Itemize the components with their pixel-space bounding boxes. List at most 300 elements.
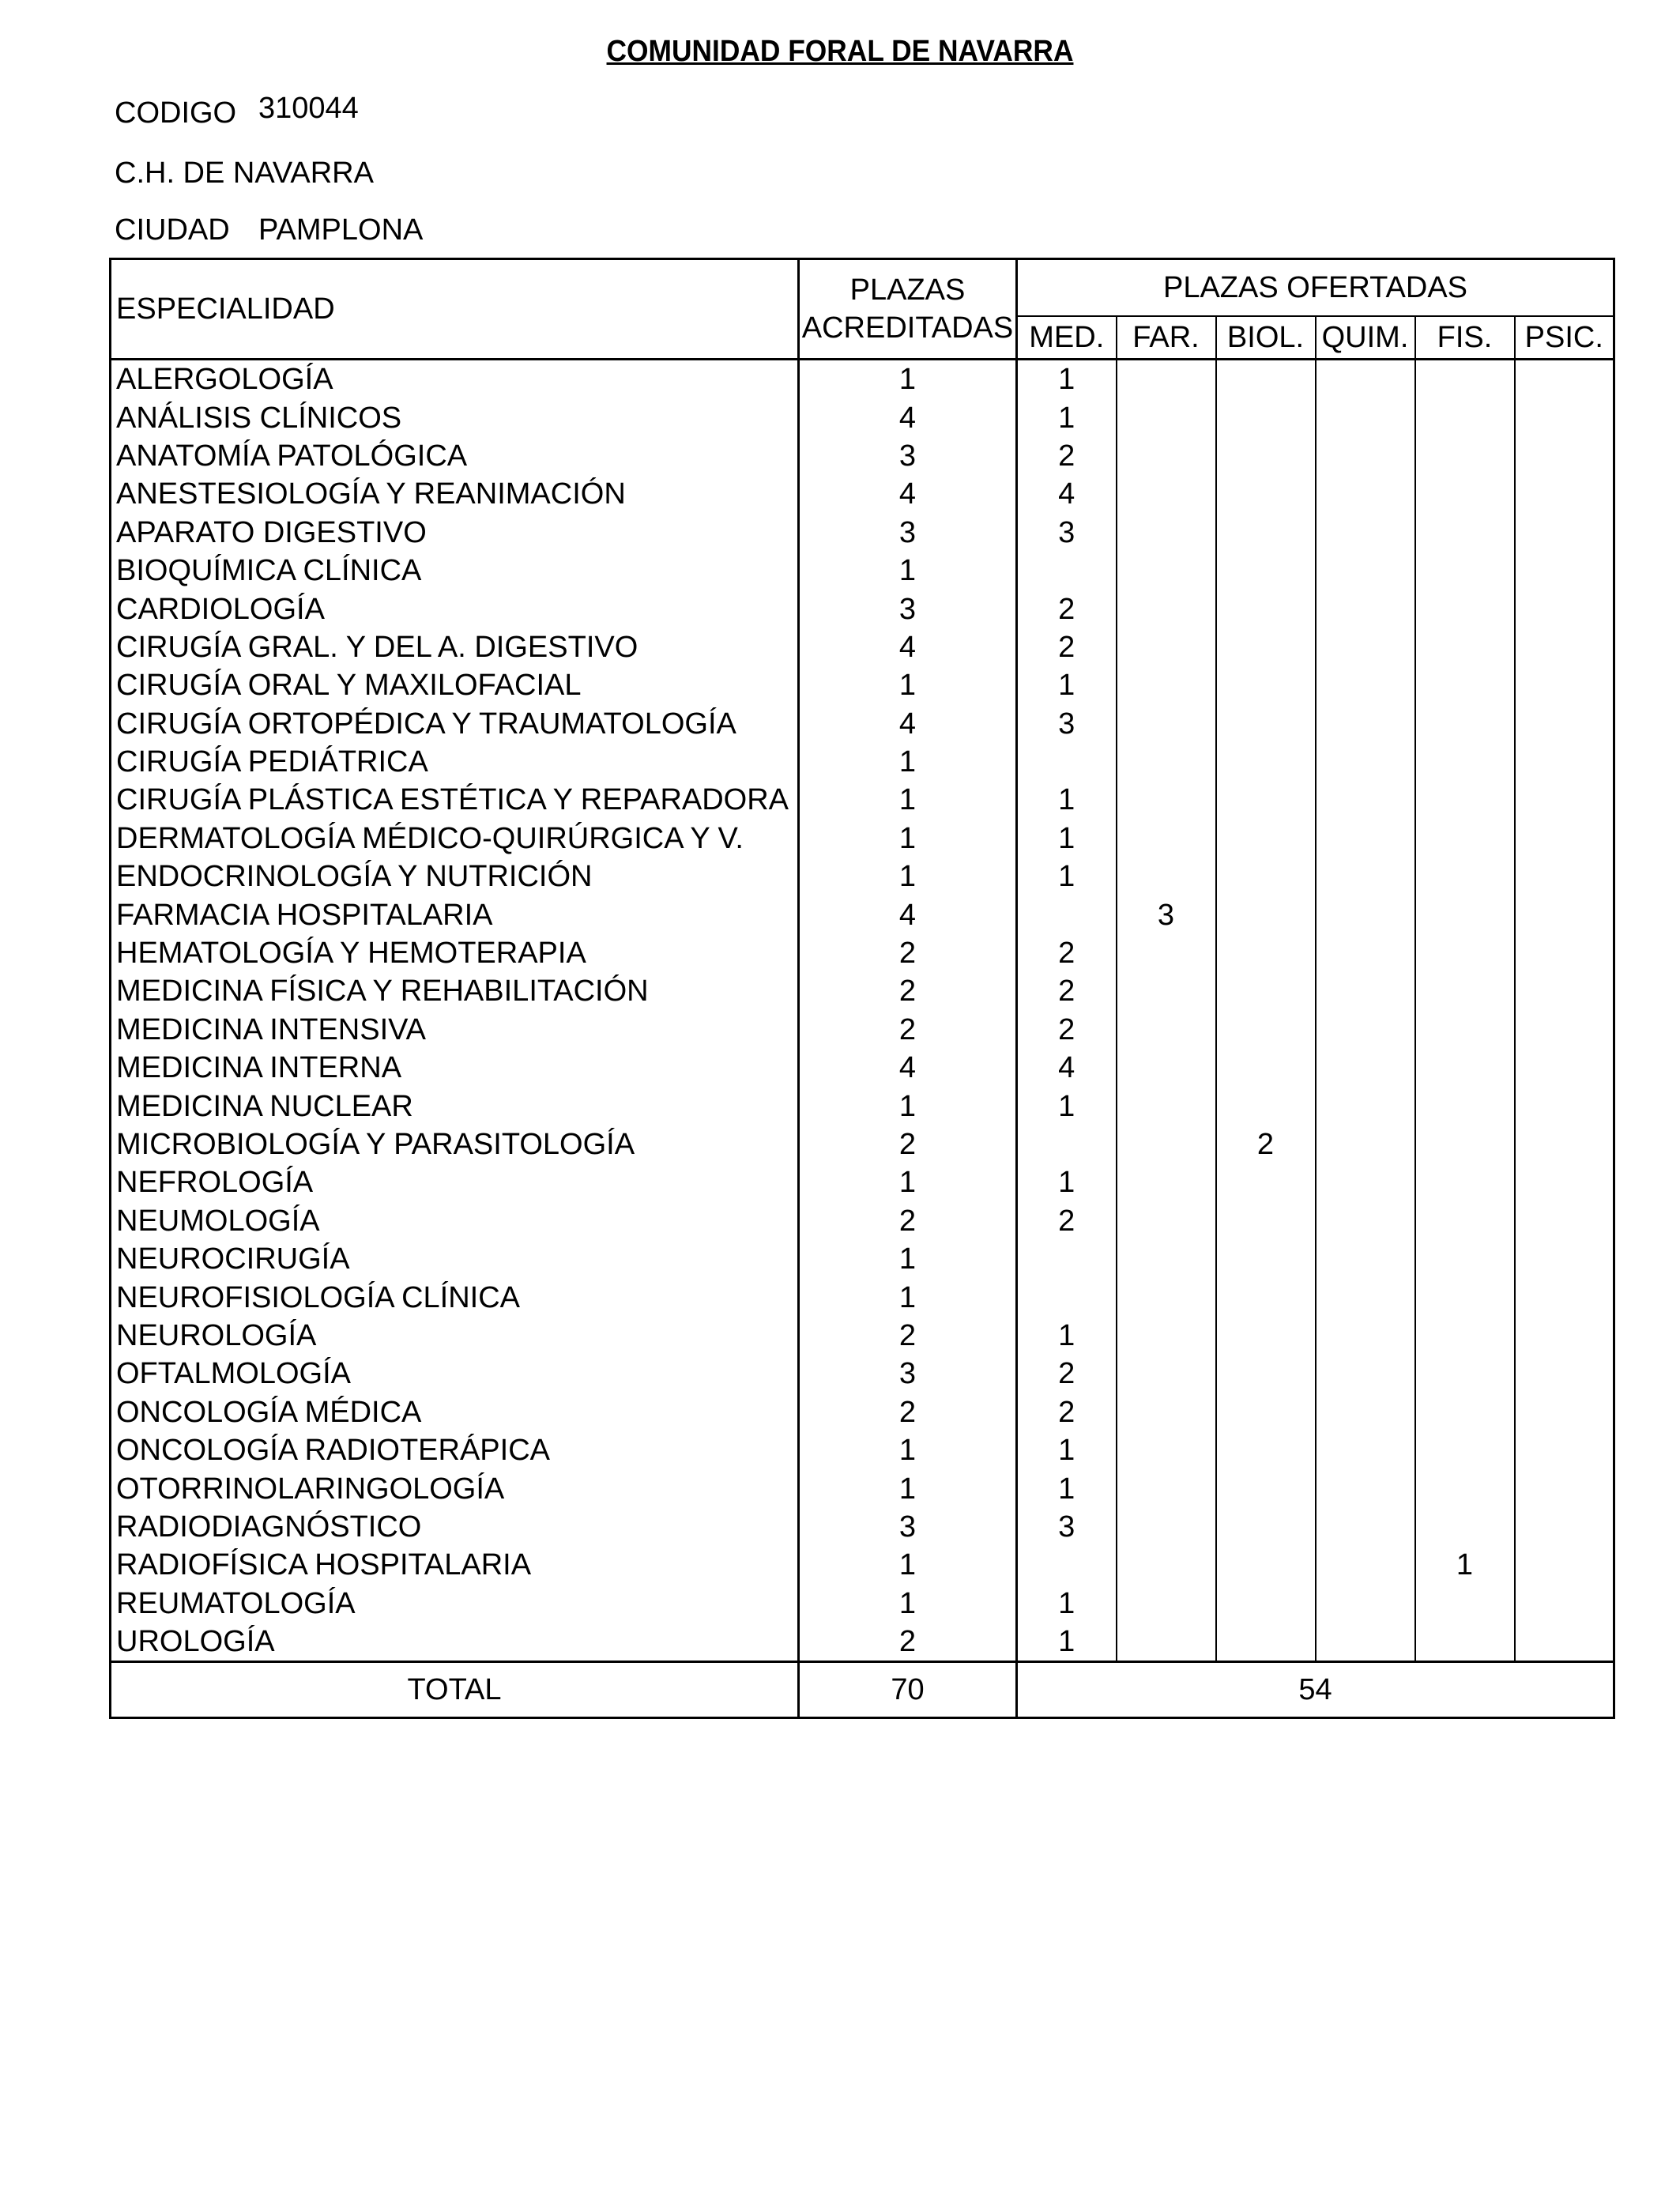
cell-psic (1515, 895, 1614, 933)
cell-quim (1316, 1049, 1415, 1087)
total-ofertadas: 54 (1017, 1662, 1614, 1718)
cell-far (1117, 552, 1216, 590)
cell-acreditadas: 2 (799, 934, 1017, 972)
cell-far (1117, 1240, 1216, 1278)
cell-especialidad: ANÁLISIS CLÍNICOS (111, 398, 799, 436)
cell-fis (1415, 398, 1515, 436)
cell-quim (1316, 1240, 1415, 1278)
cell-acreditadas: 1 (799, 743, 1017, 781)
cell-especialidad: MEDICINA INTENSIVA (111, 1011, 799, 1049)
cell-fis (1415, 1508, 1515, 1546)
cell-especialidad: NEUMOLOGÍA (111, 1202, 799, 1240)
cell-psic (1515, 1585, 1614, 1623)
cell-med: 1 (1017, 398, 1117, 436)
cell-especialidad: UROLOGÍA (111, 1623, 799, 1662)
cell-fis (1415, 1393, 1515, 1431)
cell-psic (1515, 1623, 1614, 1662)
cell-far (1117, 1049, 1216, 1087)
cell-acreditadas: 2 (799, 972, 1017, 1010)
subheader-biol: BIOL. (1216, 316, 1316, 360)
cell-especialidad: MICROBIOLOGÍA Y PARASITOLOGÍA (111, 1125, 799, 1163)
cell-far (1117, 1585, 1216, 1623)
subheader-far: FAR. (1117, 316, 1216, 360)
cell-med: 3 (1017, 1508, 1117, 1546)
table-row (111, 398, 1614, 436)
table-row (111, 1049, 1614, 1087)
total-label: TOTAL (111, 1662, 799, 1718)
cell-acreditadas: 4 (799, 628, 1017, 666)
cell-med: 2 (1017, 1011, 1117, 1049)
cell-med: 4 (1017, 1049, 1117, 1087)
cell-fis: 1 (1415, 1546, 1515, 1584)
cell-biol (1216, 1202, 1316, 1240)
cell-acreditadas: 2 (799, 1317, 1017, 1355)
cell-quim (1316, 858, 1415, 895)
cell-acreditadas: 1 (799, 666, 1017, 704)
cell-especialidad: ONCOLOGÍA MÉDICA (111, 1393, 799, 1431)
cell-med (1017, 1125, 1117, 1163)
cell-med: 1 (1017, 1163, 1117, 1201)
cell-quim (1316, 398, 1415, 436)
cell-psic (1515, 1469, 1614, 1507)
cell-biol (1216, 895, 1316, 933)
cell-acreditadas: 1 (799, 360, 1017, 399)
cell-especialidad: OTORRINOLARINGOLOGÍA (111, 1469, 799, 1507)
cell-biol (1216, 934, 1316, 972)
table-row (111, 1355, 1614, 1393)
cell-quim (1316, 1393, 1415, 1431)
cell-acreditadas: 2 (799, 1393, 1017, 1431)
cell-biol (1216, 666, 1316, 704)
cell-far (1117, 360, 1216, 399)
cell-biol (1216, 705, 1316, 743)
cell-biol (1216, 437, 1316, 475)
cell-biol (1216, 475, 1316, 513)
cell-psic (1515, 934, 1614, 972)
codigo-row (115, 92, 359, 130)
cell-fis (1415, 705, 1515, 743)
cell-biol (1216, 743, 1316, 781)
cell-especialidad: CIRUGÍA PLÁSTICA ESTÉTICA Y REPARADORA (111, 781, 799, 819)
cell-quim (1316, 1431, 1415, 1469)
cell-fis (1415, 666, 1515, 704)
cell-biol (1216, 398, 1316, 436)
cell-far (1117, 628, 1216, 666)
cell-acreditadas: 1 (799, 1546, 1017, 1584)
cell-especialidad: ONCOLOGÍA RADIOTERÁPICA (111, 1431, 799, 1469)
table-row (111, 743, 1614, 781)
total-acreditadas: 70 (799, 1662, 1017, 1718)
cell-psic (1515, 1393, 1614, 1431)
subheader-quim: QUIM. (1316, 316, 1415, 360)
plazas-table (109, 258, 1615, 1719)
cell-fis (1415, 1355, 1515, 1393)
cell-especialidad: APARATO DIGESTIVO (111, 514, 799, 552)
cell-med: 2 (1017, 1393, 1117, 1431)
cell-fis (1415, 1317, 1515, 1355)
cell-med: 3 (1017, 705, 1117, 743)
cell-fis (1415, 858, 1515, 895)
table-row (111, 1469, 1614, 1507)
cell-psic (1515, 705, 1614, 743)
cell-quim (1316, 1508, 1415, 1546)
cell-far (1117, 1546, 1216, 1584)
cell-psic (1515, 1278, 1614, 1316)
table-row (111, 1623, 1614, 1662)
cell-psic (1515, 781, 1614, 819)
cell-fis (1415, 1125, 1515, 1163)
cell-med: 2 (1017, 934, 1117, 972)
cell-far (1117, 972, 1216, 1010)
cell-especialidad: RADIOFÍSICA HOSPITALARIA (111, 1546, 799, 1584)
cell-especialidad: CIRUGÍA ORTOPÉDICA Y TRAUMATOLOGÍA (111, 705, 799, 743)
cell-psic (1515, 1317, 1614, 1355)
header-acreditadas-line1: PLAZAS (849, 273, 966, 307)
cell-med: 1 (1017, 858, 1117, 895)
cell-acreditadas: 4 (799, 705, 1017, 743)
table-row (111, 1508, 1614, 1546)
cell-psic (1515, 398, 1614, 436)
cell-acreditadas: 2 (799, 1125, 1017, 1163)
cell-biol (1216, 820, 1316, 858)
cell-biol (1216, 1240, 1316, 1278)
cell-med: 1 (1017, 1469, 1117, 1507)
cell-far (1117, 1317, 1216, 1355)
table-row (111, 590, 1614, 628)
cell-far (1117, 781, 1216, 819)
cell-med: 3 (1017, 514, 1117, 552)
cell-quim (1316, 1163, 1415, 1201)
cell-far (1117, 590, 1216, 628)
table-row (111, 514, 1614, 552)
cell-med: 4 (1017, 475, 1117, 513)
cell-biol (1216, 1546, 1316, 1584)
table-row (111, 934, 1614, 972)
cell-med: 2 (1017, 972, 1117, 1010)
cell-especialidad: MEDICINA INTERNA (111, 1049, 799, 1087)
cell-quim (1316, 1125, 1415, 1163)
cell-especialidad: CARDIOLOGÍA (111, 590, 799, 628)
table-row (111, 1087, 1614, 1125)
header-plazas-acreditadas (799, 259, 1017, 360)
table-row (111, 1317, 1614, 1355)
cell-biol (1216, 1011, 1316, 1049)
cell-far: 3 (1117, 895, 1216, 933)
cell-biol (1216, 1087, 1316, 1125)
cell-quim (1316, 666, 1415, 704)
centro-name: C.H. DE NAVARRA (115, 156, 374, 190)
cell-quim (1316, 972, 1415, 1010)
cell-psic (1515, 1202, 1614, 1240)
cell-far (1117, 1087, 1216, 1125)
cell-psic (1515, 1087, 1614, 1125)
cell-acreditadas: 3 (799, 590, 1017, 628)
cell-fis (1415, 628, 1515, 666)
cell-biol (1216, 1431, 1316, 1469)
table-row (111, 1011, 1614, 1049)
table-row (111, 1202, 1614, 1240)
cell-psic (1515, 820, 1614, 858)
table-row (111, 1163, 1614, 1201)
cell-quim (1316, 895, 1415, 933)
cell-acreditadas: 4 (799, 398, 1017, 436)
cell-especialidad: DERMATOLOGÍA MÉDICO-QUIRÚRGICA Y V. (111, 820, 799, 858)
table-row (111, 437, 1614, 475)
table-body (111, 360, 1614, 1662)
table-row (111, 552, 1614, 590)
cell-quim (1316, 1623, 1415, 1662)
header-especialidad: ESPECIALIDAD (111, 259, 799, 360)
cell-biol (1216, 1163, 1316, 1201)
cell-psic (1515, 743, 1614, 781)
cell-med: 1 (1017, 666, 1117, 704)
cell-biol (1216, 590, 1316, 628)
cell-acreditadas: 3 (799, 437, 1017, 475)
cell-med (1017, 1278, 1117, 1316)
cell-especialidad: ANATOMÍA PATOLÓGICA (111, 437, 799, 475)
cell-biol (1216, 972, 1316, 1010)
cell-med (1017, 1546, 1117, 1584)
document-title: COMUNIDAD FORAL DE NAVARRA (606, 35, 1074, 68)
cell-biol (1216, 628, 1316, 666)
cell-psic (1515, 1431, 1614, 1469)
cell-quim (1316, 628, 1415, 666)
cell-biol (1216, 1508, 1316, 1546)
cell-psic (1515, 1355, 1614, 1393)
cell-acreditadas: 2 (799, 1011, 1017, 1049)
cell-far (1117, 398, 1216, 436)
cell-acreditadas: 3 (799, 514, 1017, 552)
table-row (111, 858, 1614, 895)
cell-psic (1515, 360, 1614, 399)
cell-psic (1515, 972, 1614, 1010)
cell-acreditadas: 1 (799, 1240, 1017, 1278)
table-row (111, 1240, 1614, 1278)
cell-fis (1415, 1163, 1515, 1201)
cell-psic (1515, 475, 1614, 513)
cell-acreditadas: 1 (799, 1278, 1017, 1316)
cell-acreditadas: 4 (799, 1049, 1017, 1087)
cell-especialidad: REUMATOLOGÍA (111, 1585, 799, 1623)
cell-quim (1316, 1355, 1415, 1393)
cell-med: 1 (1017, 820, 1117, 858)
cell-quim (1316, 820, 1415, 858)
cell-biol (1216, 552, 1316, 590)
cell-far (1117, 1469, 1216, 1507)
cell-med (1017, 895, 1117, 933)
cell-acreditadas: 4 (799, 475, 1017, 513)
total-row (111, 1662, 1614, 1718)
cell-psic (1515, 1163, 1614, 1201)
cell-far (1117, 934, 1216, 972)
cell-acreditadas: 3 (799, 1355, 1017, 1393)
cell-quim (1316, 514, 1415, 552)
cell-especialidad: OFTALMOLOGÍA (111, 1355, 799, 1393)
cell-biol (1216, 1049, 1316, 1087)
cell-biol: 2 (1216, 1125, 1316, 1163)
table-row (111, 895, 1614, 933)
cell-fis (1415, 1049, 1515, 1087)
codigo-value: 310044 (258, 92, 359, 125)
cell-med: 1 (1017, 1317, 1117, 1355)
cell-far (1117, 1278, 1216, 1316)
cell-acreditadas: 3 (799, 1508, 1017, 1546)
cell-especialidad: MEDICINA NUCLEAR (111, 1087, 799, 1125)
subheader-fis: FIS. (1415, 316, 1515, 360)
cell-fis (1415, 972, 1515, 1010)
cell-psic (1515, 437, 1614, 475)
header-plazas-ofertadas: PLAZAS OFERTADAS (1017, 259, 1614, 317)
cell-psic (1515, 1049, 1614, 1087)
cell-far (1117, 1623, 1216, 1662)
table-row (111, 1125, 1614, 1163)
cell-fis (1415, 934, 1515, 972)
cell-med: 2 (1017, 628, 1117, 666)
cell-med (1017, 743, 1117, 781)
cell-fis (1415, 743, 1515, 781)
cell-acreditadas: 1 (799, 820, 1017, 858)
cell-especialidad: ENDOCRINOLOGÍA Y NUTRICIÓN (111, 858, 799, 895)
cell-psic (1515, 590, 1614, 628)
subheader-psic: PSIC. (1515, 316, 1614, 360)
table-row (111, 820, 1614, 858)
cell-quim (1316, 781, 1415, 819)
cell-quim (1316, 1585, 1415, 1623)
cell-quim (1316, 1317, 1415, 1355)
cell-acreditadas: 1 (799, 1469, 1017, 1507)
cell-fis (1415, 360, 1515, 399)
cell-especialidad: CIRUGÍA PEDIÁTRICA (111, 743, 799, 781)
cell-psic (1515, 1240, 1614, 1278)
cell-biol (1216, 858, 1316, 895)
cell-psic (1515, 628, 1614, 666)
cell-especialidad: MEDICINA FÍSICA Y REHABILITACIÓN (111, 972, 799, 1010)
cell-med: 1 (1017, 1623, 1117, 1662)
cell-especialidad: CIRUGÍA ORAL Y MAXILOFACIAL (111, 666, 799, 704)
table-row (111, 360, 1614, 399)
cell-far (1117, 1431, 1216, 1469)
cell-acreditadas: 2 (799, 1202, 1017, 1240)
cell-acreditadas: 1 (799, 858, 1017, 895)
cell-biol (1216, 1623, 1316, 1662)
cell-psic (1515, 1011, 1614, 1049)
table-row (111, 1431, 1614, 1469)
cell-biol (1216, 1317, 1316, 1355)
table-row (111, 666, 1614, 704)
cell-biol (1216, 514, 1316, 552)
cell-far (1117, 437, 1216, 475)
cell-biol (1216, 1469, 1316, 1507)
cell-fis (1415, 820, 1515, 858)
cell-med: 1 (1017, 1087, 1117, 1125)
cell-fis (1415, 1431, 1515, 1469)
cell-quim (1316, 552, 1415, 590)
cell-far (1117, 858, 1216, 895)
cell-quim (1316, 1546, 1415, 1584)
cell-far (1117, 743, 1216, 781)
cell-psic (1515, 1546, 1614, 1584)
ciudad-label: CIUDAD (115, 213, 230, 247)
cell-especialidad: FARMACIA HOSPITALARIA (111, 895, 799, 933)
cell-med: 1 (1017, 1431, 1117, 1469)
cell-especialidad: ALERGOLOGÍA (111, 360, 799, 399)
cell-med: 1 (1017, 1585, 1117, 1623)
cell-quim (1316, 360, 1415, 399)
cell-far (1117, 705, 1216, 743)
table-row (111, 705, 1614, 743)
cell-far (1117, 1508, 1216, 1546)
cell-psic (1515, 514, 1614, 552)
ciudad-row (115, 213, 423, 247)
cell-psic (1515, 858, 1614, 895)
table-row (111, 1585, 1614, 1623)
cell-med: 1 (1017, 781, 1117, 819)
cell-far (1117, 475, 1216, 513)
cell-fis (1415, 1623, 1515, 1662)
cell-psic (1515, 1125, 1614, 1163)
cell-fis (1415, 1202, 1515, 1240)
cell-especialidad: CIRUGÍA GRAL. Y DEL A. DIGESTIVO (111, 628, 799, 666)
cell-far (1117, 1011, 1216, 1049)
cell-far (1117, 514, 1216, 552)
cell-med: 2 (1017, 590, 1117, 628)
cell-fis (1415, 590, 1515, 628)
cell-far (1117, 1202, 1216, 1240)
cell-fis (1415, 1087, 1515, 1125)
cell-acreditadas: 1 (799, 781, 1017, 819)
table-row (111, 1546, 1614, 1584)
subheader-med: MED. (1017, 316, 1117, 360)
cell-biol (1216, 1393, 1316, 1431)
cell-med (1017, 1240, 1117, 1278)
cell-biol (1216, 1585, 1316, 1623)
cell-biol (1216, 1278, 1316, 1316)
table-row (111, 1278, 1614, 1316)
codigo-label: CODIGO (115, 96, 237, 130)
cell-fis (1415, 514, 1515, 552)
cell-quim (1316, 1469, 1415, 1507)
cell-especialidad: NEUROCIRUGÍA (111, 1240, 799, 1278)
cell-far (1117, 1393, 1216, 1431)
cell-especialidad: NEFROLOGÍA (111, 1163, 799, 1201)
cell-especialidad: NEUROFISIOLOGÍA CLÍNICA (111, 1278, 799, 1316)
cell-fis (1415, 895, 1515, 933)
cell-med: 2 (1017, 437, 1117, 475)
cell-quim (1316, 437, 1415, 475)
cell-acreditadas: 1 (799, 552, 1017, 590)
cell-quim (1316, 705, 1415, 743)
cell-fis (1415, 552, 1515, 590)
centro-row (115, 156, 374, 190)
cell-acreditadas: 1 (799, 1431, 1017, 1469)
cell-fis (1415, 1240, 1515, 1278)
cell-med (1017, 552, 1117, 590)
cell-quim (1316, 1011, 1415, 1049)
cell-med: 2 (1017, 1202, 1117, 1240)
cell-med: 1 (1017, 360, 1117, 399)
cell-acreditadas: 1 (799, 1087, 1017, 1125)
cell-quim (1316, 1087, 1415, 1125)
cell-acreditadas: 1 (799, 1163, 1017, 1201)
cell-quim (1316, 1202, 1415, 1240)
table-row (111, 1393, 1614, 1431)
cell-fis (1415, 475, 1515, 513)
cell-psic (1515, 552, 1614, 590)
cell-biol (1216, 1355, 1316, 1393)
cell-psic (1515, 1508, 1614, 1546)
cell-fis (1415, 1011, 1515, 1049)
cell-acreditadas: 2 (799, 1623, 1017, 1662)
